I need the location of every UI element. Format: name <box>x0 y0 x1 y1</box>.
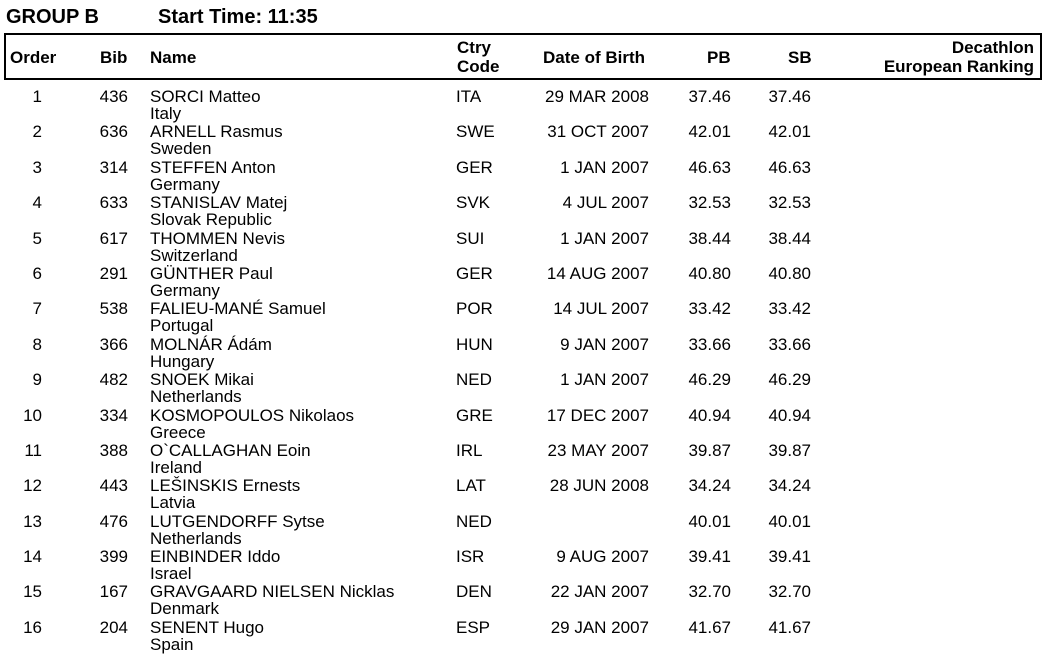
row-date-of-birth: 29 JAN 2007 <box>550 617 649 637</box>
table-header <box>4 33 1042 80</box>
row-pb: 34.24 <box>688 476 731 496</box>
row-name: MOLNÁR Ádám <box>150 334 272 354</box>
table-row <box>0 441 1047 476</box>
table-row <box>0 299 1047 334</box>
header-bib: Bib <box>100 48 128 67</box>
row-name: GRAVGAARD NIELSEN Nicklas <box>150 582 395 602</box>
row-name: LEŠINSKIS Ernests <box>150 476 301 496</box>
row-country: Greece <box>150 422 206 442</box>
row-order: 7 <box>32 299 42 319</box>
row-country: Denmark <box>150 599 219 619</box>
row-sb: 41.67 <box>768 617 811 637</box>
row-country-code: GER <box>456 263 493 283</box>
row-country: Germany <box>150 280 220 300</box>
row-order: 6 <box>32 263 42 283</box>
start-time: Start Time: 11:35 <box>158 6 318 28</box>
row-country-code: ISR <box>456 547 485 567</box>
row-country-code: IRL <box>456 440 483 460</box>
row-bib: 476 <box>99 511 128 531</box>
row-sb: 37.46 <box>768 87 811 106</box>
table-row <box>0 87 1047 122</box>
row-sb: 33.66 <box>768 334 811 354</box>
row-name: STEFFEN Anton <box>150 157 276 177</box>
row-bib: 633 <box>99 193 128 213</box>
row-sb: 40.80 <box>768 263 811 283</box>
table-row <box>0 229 1047 264</box>
row-pb: 42.01 <box>688 122 731 142</box>
table-row <box>0 512 1047 547</box>
row-name: GÜNTHER Paul <box>150 263 273 283</box>
row-bib: 388 <box>99 440 128 460</box>
row-bib: 314 <box>99 157 128 177</box>
table-row <box>0 335 1047 370</box>
row-order: 13 <box>23 511 42 531</box>
header-name: Name <box>150 48 197 67</box>
row-pb: 33.66 <box>688 334 731 354</box>
row-pb: 40.01 <box>688 511 731 531</box>
row-bib: 443 <box>99 476 128 496</box>
row-pb: 37.46 <box>688 87 731 106</box>
row-country: Spain <box>150 634 194 654</box>
row-order: 5 <box>32 228 42 248</box>
row-sb: 39.87 <box>768 440 811 460</box>
row-country-code: ITA <box>456 87 482 106</box>
row-country: Italy <box>150 104 182 123</box>
row-country-code: HUN <box>456 334 493 354</box>
row-date-of-birth: 23 MAY 2007 <box>547 440 649 460</box>
row-country-code: NED <box>456 511 492 531</box>
row-country-code: GRE <box>456 405 493 425</box>
row-order: 11 <box>24 440 42 460</box>
row-name: O`CALLAGHAN Eoin <box>150 440 311 460</box>
row-bib: 399 <box>99 547 128 567</box>
row-name: KOSMOPOULOS Nikolaos <box>150 405 355 425</box>
row-name: SNOEK Mikai <box>150 370 254 390</box>
start-list-table <box>0 87 1047 653</box>
row-country: Portugal <box>150 316 214 336</box>
row-order: 14 <box>23 547 42 567</box>
row-name: EINBINDER Iddo <box>150 547 281 567</box>
row-bib: 538 <box>99 299 128 319</box>
row-date-of-birth: 22 JAN 2007 <box>550 582 649 602</box>
row-pb: 40.94 <box>688 405 731 425</box>
table-row <box>0 264 1047 299</box>
table-row <box>0 476 1047 511</box>
row-country-code: SWE <box>456 122 495 142</box>
row-date-of-birth: 14 JUL 2007 <box>553 299 649 319</box>
row-country-code: SUI <box>456 228 485 248</box>
row-pb: 46.63 <box>688 157 731 177</box>
row-date-of-birth: 29 MAR 2008 <box>545 87 649 106</box>
row-bib: 366 <box>99 334 128 354</box>
row-name: SORCI Matteo <box>150 87 261 106</box>
row-order: 15 <box>23 582 42 602</box>
row-bib: 617 <box>99 228 128 248</box>
row-order: 3 <box>32 157 42 177</box>
row-date-of-birth: 9 AUG 2007 <box>556 547 649 567</box>
group-label: GROUP B <box>6 6 99 28</box>
row-country: Israel <box>150 564 192 584</box>
table-row <box>0 582 1047 617</box>
row-date-of-birth: 4 JUL 2007 <box>562 193 649 213</box>
header-ctry-line1: Ctry <box>457 38 492 57</box>
row-country: Ireland <box>150 457 202 477</box>
row-country-code: SVK <box>456 193 491 213</box>
row-country-code: POR <box>456 299 493 319</box>
row-bib: 334 <box>99 405 128 425</box>
row-date-of-birth: 28 JUN 2008 <box>549 476 649 496</box>
row-date-of-birth: 31 OCT 2007 <box>547 122 649 142</box>
row-name: THOMMEN Nevis <box>150 228 286 248</box>
row-bib: 636 <box>99 122 128 142</box>
row-sb: 33.42 <box>768 299 811 319</box>
row-order: 9 <box>32 370 42 390</box>
row-order: 8 <box>32 334 42 354</box>
row-sb: 38.44 <box>768 228 811 248</box>
row-sb: 40.01 <box>768 511 811 531</box>
header-pb: PB <box>707 48 731 67</box>
row-name: LUTGENDORFF Sytse <box>150 511 325 531</box>
row-country: Hungary <box>150 351 215 371</box>
row-sb: 46.63 <box>768 157 811 177</box>
row-pb: 46.29 <box>688 370 731 390</box>
row-country: Netherlands <box>150 387 242 407</box>
row-pb: 39.87 <box>688 440 731 460</box>
row-bib: 482 <box>99 370 128 390</box>
row-country: Sweden <box>150 139 212 159</box>
header-ranking-line2: European Ranking <box>883 57 1034 76</box>
row-name: ARNELL Rasmus <box>150 122 283 142</box>
header-order: Order <box>10 48 57 67</box>
row-order: 12 <box>23 476 42 496</box>
table-row <box>0 122 1047 157</box>
row-country: Slovak Republic <box>150 210 272 230</box>
row-order: 10 <box>23 405 42 425</box>
row-pb: 41.67 <box>688 617 731 637</box>
table-row <box>0 193 1047 228</box>
row-country: Latvia <box>150 493 196 513</box>
row-sb: 42.01 <box>768 122 811 142</box>
row-bib: 204 <box>99 617 128 637</box>
table-row <box>0 370 1047 405</box>
row-date-of-birth: 14 AUG 2007 <box>546 263 649 283</box>
row-date-of-birth: 1 JAN 2007 <box>560 228 649 248</box>
row-order: 4 <box>32 193 42 213</box>
row-country-code: GER <box>456 157 493 177</box>
row-country-code: ESP <box>456 617 491 637</box>
header-ctry-line2: Code <box>457 57 500 76</box>
table-row <box>0 406 1047 441</box>
row-country-code: LAT <box>456 476 486 496</box>
header-ranking-line1: Decathlon <box>951 38 1034 57</box>
row-order: 2 <box>32 122 42 142</box>
row-bib: 436 <box>99 87 128 106</box>
row-sb: 40.94 <box>768 405 811 425</box>
row-pb: 40.80 <box>688 263 731 283</box>
row-country: Switzerland <box>150 245 238 265</box>
row-date-of-birth: 9 JAN 2007 <box>560 334 649 354</box>
header-dob: Date of Birth <box>543 48 645 67</box>
row-country: Germany <box>150 174 220 194</box>
table-row <box>0 618 1047 653</box>
row-pb: 33.42 <box>688 299 731 319</box>
row-sb: 32.53 <box>768 193 811 213</box>
row-country-code: DEN <box>456 582 492 602</box>
page-title <box>6 6 318 29</box>
row-sb: 46.29 <box>768 370 811 390</box>
row-order: 1 <box>32 87 42 106</box>
row-country-code: NED <box>456 370 492 390</box>
row-sb: 34.24 <box>768 476 811 496</box>
row-date-of-birth: 1 JAN 2007 <box>560 370 649 390</box>
row-bib: 167 <box>99 582 128 602</box>
row-name: FALIEU-MANÉ Samuel <box>150 299 326 319</box>
row-date-of-birth: 1 JAN 2007 <box>560 157 649 177</box>
row-date-of-birth: 17 DEC 2007 <box>546 405 649 425</box>
row-order: 16 <box>23 617 42 637</box>
header-sb: SB <box>788 48 812 67</box>
row-sb: 32.70 <box>768 582 811 602</box>
table-row <box>0 158 1047 193</box>
row-pb: 32.53 <box>688 193 731 213</box>
row-name: SENENT Hugo <box>150 617 265 637</box>
table-row <box>0 547 1047 582</box>
row-pb: 32.70 <box>688 582 731 602</box>
row-pb: 39.41 <box>688 547 731 567</box>
row-country: Netherlands <box>150 528 242 548</box>
row-name: STANISLAV Matej <box>150 193 288 213</box>
row-pb: 38.44 <box>688 228 731 248</box>
row-sb: 39.41 <box>768 547 811 567</box>
row-bib: 291 <box>99 263 128 283</box>
